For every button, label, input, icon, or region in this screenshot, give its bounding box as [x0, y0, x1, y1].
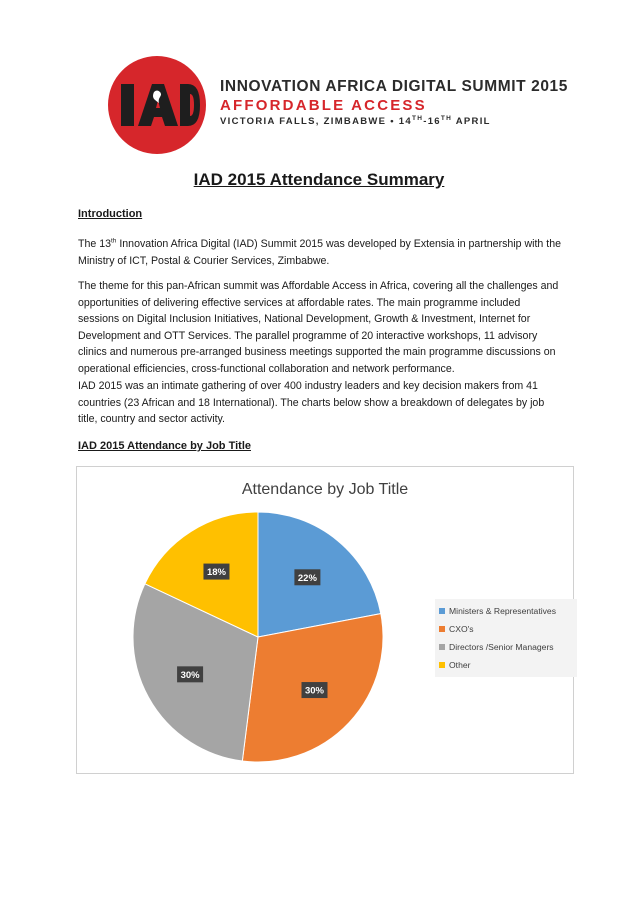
svg-text:22%: 22% — [297, 572, 317, 584]
summit-location-dates: VICTORIA FALLS, ZIMBABWE • 14TH-16TH APRIL — [220, 114, 491, 127]
chart-title: Attendance by Job Title — [241, 481, 409, 498]
legend-swatch — [439, 608, 445, 614]
summit-logo — [108, 56, 569, 152]
legend-item-directors-senior-managers — [439, 638, 573, 656]
legend-label: Directors /Senior Managers — [449, 642, 554, 652]
legend-item-ministers-representatives — [439, 602, 573, 620]
pie-data-label — [301, 682, 327, 698]
attendance-pie-chart — [76, 466, 574, 774]
legend-swatch — [439, 644, 445, 650]
legend-item-cxo-s — [439, 620, 573, 638]
legend-swatch — [439, 626, 445, 632]
svg-text:18%: 18% — [206, 567, 226, 579]
theme-paragraph: The theme for this pan-African summit was Affordable Access in Africa, covering all the challenges and opportunities of delivering effective services at affordable rates. The main programme included sessions on Digital Inclusion Initiatives, National Development, Growth & Investment, Internet for Development and OTT Services. The parallel programme of 20 interactive workshops, 11 advisory clinics and numerous pre-arranged business meetings supported the main programme discussions on operational efficiencies, cross-functional collaboration and network performance. — [78, 280, 559, 375]
legend-label: Other — [449, 660, 471, 670]
legend-item-other — [439, 656, 573, 674]
legend-swatch — [439, 662, 445, 668]
summit-name: INNOVATION AFRICA DIGITAL SUMMIT 2015 — [220, 78, 569, 95]
pie-data-label — [203, 564, 229, 580]
chart-legend — [435, 599, 577, 677]
pie-data-label — [294, 569, 320, 585]
logo-badge — [108, 56, 206, 154]
summit-theme: AFFORDABLE ACCESS — [220, 97, 427, 114]
svg-text:30%: 30% — [304, 685, 325, 697]
iad-logo-mark-icon — [108, 56, 206, 154]
logo-text-block — [220, 78, 568, 127]
legend-label: CXO's — [449, 624, 474, 634]
svg-text:30%: 30% — [180, 669, 200, 681]
legend-label: Ministers & Representatives — [449, 606, 556, 616]
intro-paragraph: The 13th Innovation Africa Digital (IAD) Summit 2015 was developed by Extensia in partnership with the Ministry of ICT, Postal & Courier Services, Zimbabwe. — [78, 237, 561, 267]
pie-data-label — [177, 666, 203, 682]
page-title: IAD 2015 Attendance Summary — [193, 170, 445, 189]
chart-section-heading: IAD 2015 Attendance by Job Title — [78, 440, 251, 452]
introduction-heading: Introduction — [78, 208, 143, 220]
attendance-paragraph: IAD 2015 was an intimate gathering of over 400 industry leaders and key decision makers from 41 countries (23 African and 18 International). The charts below show a breakdown of delegates by job title, country and sector activity. — [78, 380, 545, 425]
